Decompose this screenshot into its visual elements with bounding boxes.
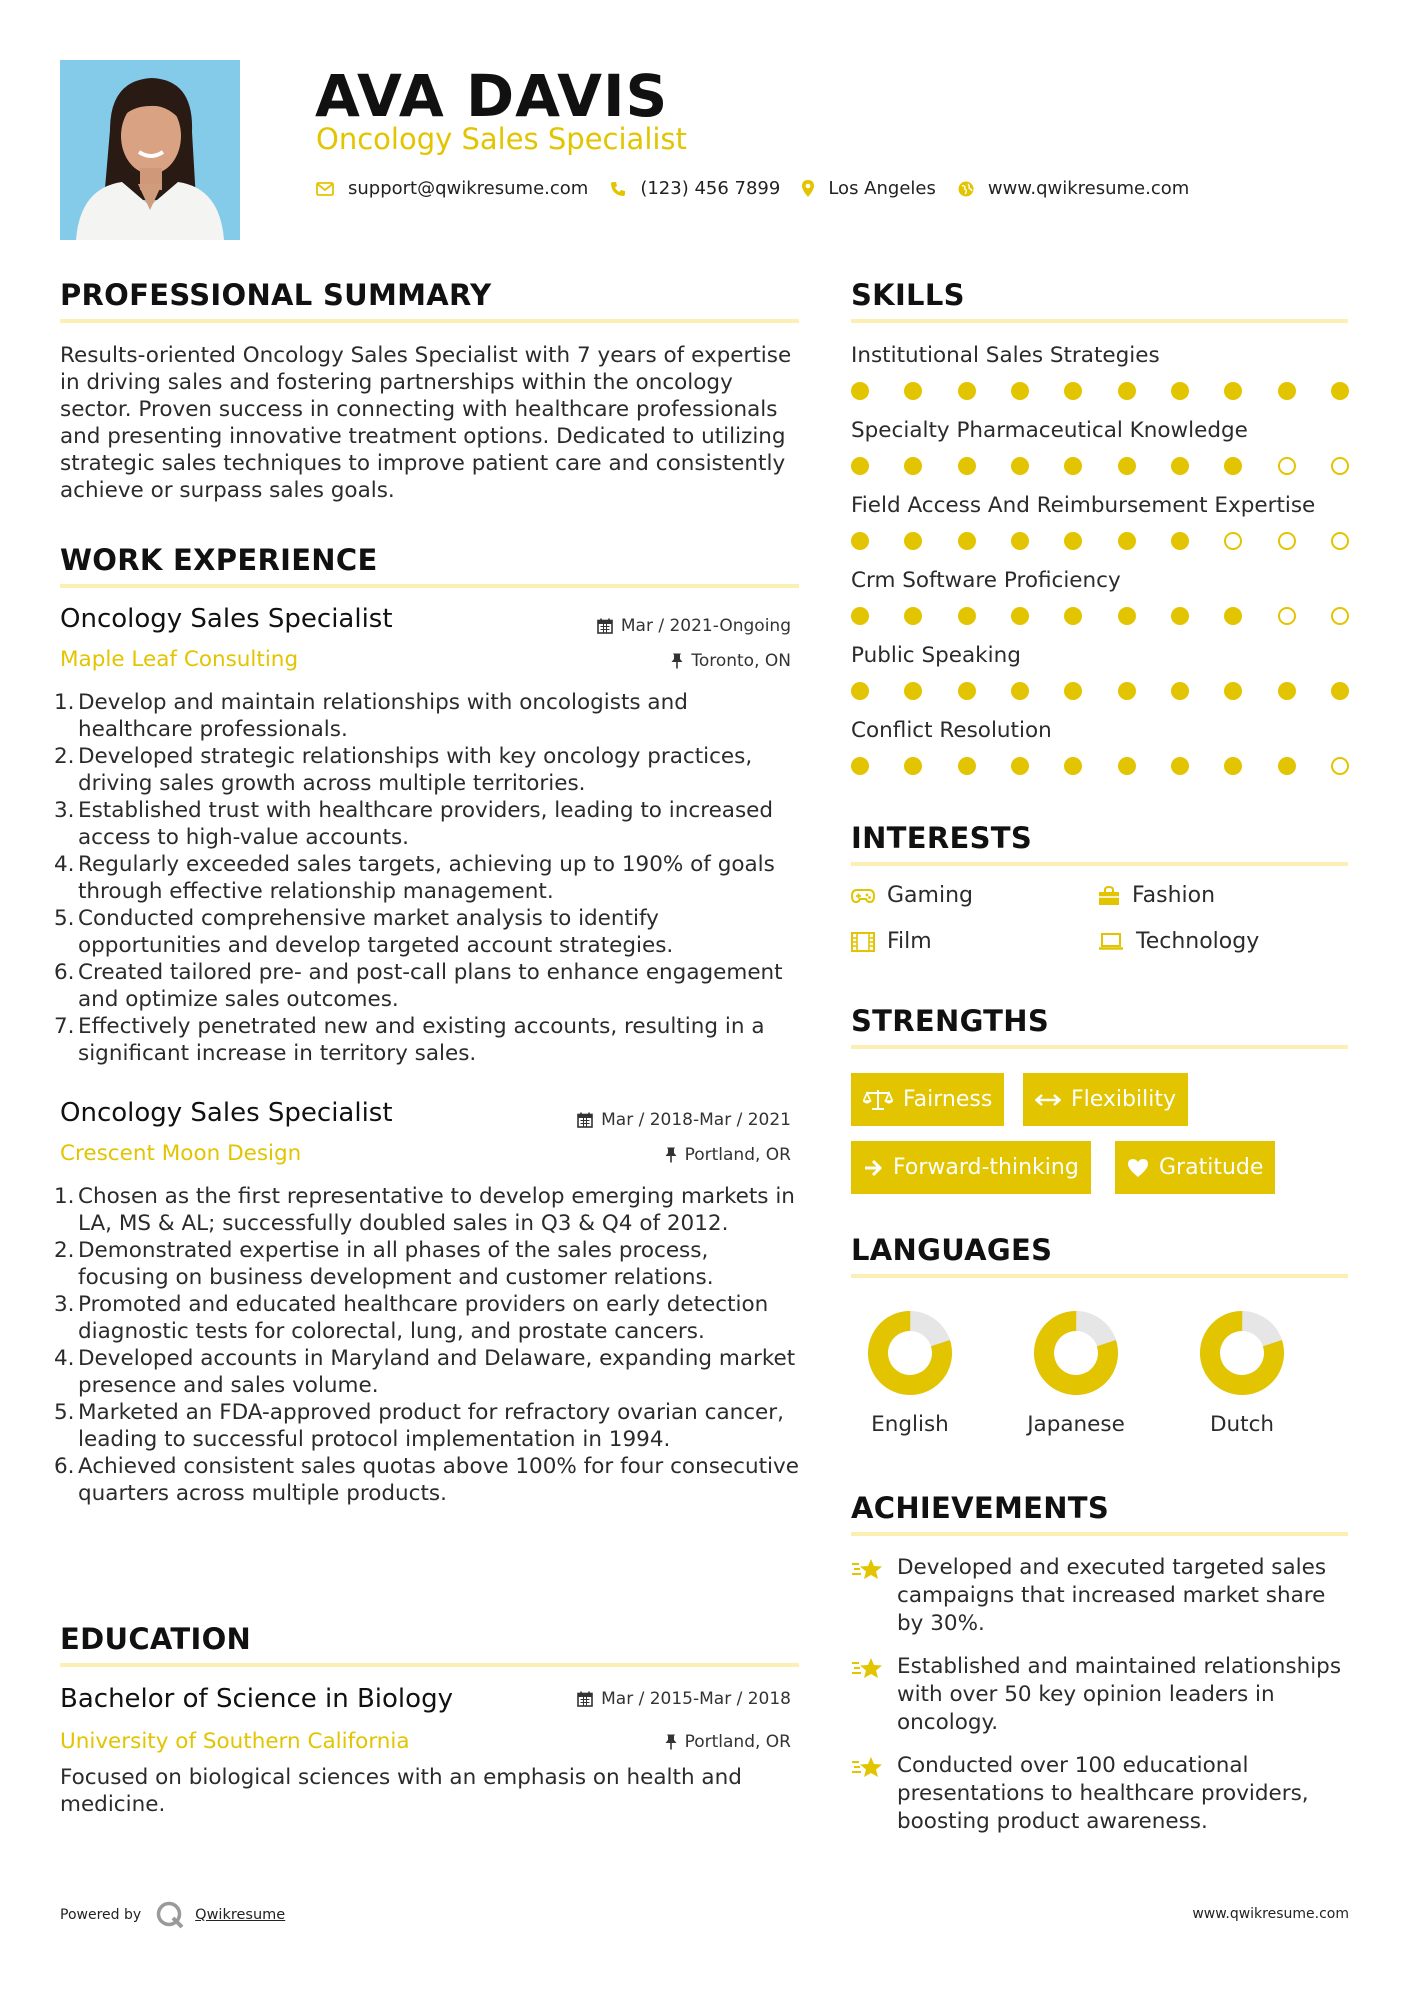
skill-rating [851,382,1351,402]
skill-dot-empty [1331,532,1349,550]
skill-dot-filled [904,382,922,400]
interest-item [1098,883,1215,908]
profile-photo [60,60,240,240]
language-item [1006,1308,1146,1437]
language-item [1172,1308,1312,1437]
skill-rating [851,682,1351,702]
skill-dot-filled [1171,682,1189,700]
interests-divider [851,862,1348,866]
brand-link[interactable]: Qwikresume [195,1907,286,1923]
skill-rating [851,532,1351,552]
achievement-item [851,1653,1356,1737]
skill-name: Institutional Sales Strategies [851,343,1160,368]
strength-label: Gratitude [1159,1155,1264,1180]
skill-dot-filled [1011,757,1029,775]
list-item: 6. Created tailored pre- and post-call plans to enhance engagement and optimize sales outcomes. [54,960,783,1012]
skill-dot-filled [1011,682,1029,700]
arrows-horizontal-icon [1035,1093,1061,1107]
interest-item [851,883,973,908]
skill-dot-filled [1171,457,1189,475]
skill-dot-filled [1331,682,1349,700]
contact-email[interactable] [316,178,588,199]
skills-heading: SKILLS [851,278,965,312]
calendar-icon [577,1691,593,1707]
skill-dot-filled [904,457,922,475]
job-dates-text: Mar / 2021-Ongoing [620,616,791,636]
language-name: Dutch [1209,1412,1275,1437]
skill-dot-filled [904,682,922,700]
experience-heading: WORK EXPERIENCE [60,543,378,577]
skill-dot-filled [1171,382,1189,400]
skill-dot-filled [958,532,976,550]
skill-dot-empty [1278,607,1296,625]
strength-label: Forward-thinking [893,1155,1079,1180]
skill-dot-filled [851,682,869,700]
skill-dot-filled [1118,382,1136,400]
star-award-icon [851,1556,885,1584]
skill-dot-empty [1331,607,1349,625]
achievement-text: Conducted over 100 educational presentations to healthcare providers, boosting product awareness. [897,1753,1309,1834]
job-dates [577,1110,791,1130]
achievement-text: Established and maintained relationships with over 50 key opinion leaders in oncology. [897,1654,1342,1735]
company-name: Maple Leaf Consulting [60,647,299,672]
skill-dot-filled [1011,457,1029,475]
calendar-icon [577,1112,593,1128]
contact-location-text: Los Angeles [828,178,936,199]
list-item: 1. Develop and maintain relationships with oncologists and healthcare professionals. [54,690,688,742]
skill-dot-filled [904,532,922,550]
skill-dot-empty [1331,757,1349,775]
job-location [665,1145,791,1165]
languages-divider [851,1274,1348,1278]
interest-item [851,929,932,954]
job-location-text: Toronto, ON [691,651,791,671]
summary-heading: PROFESSIONAL SUMMARY [60,278,492,312]
education-location [665,1732,791,1752]
pushpin-icon [665,1734,677,1750]
skill-dot-filled [1118,682,1136,700]
degree-title: Bachelor of Science in Biology [60,1684,453,1714]
skill-dot-filled [958,457,976,475]
skill-dot-filled [1064,757,1082,775]
education-divider [60,1663,799,1667]
strength-tag [851,1141,1091,1194]
skill-dot-filled [851,607,869,625]
skill-dot-filled [958,607,976,625]
education-heading: EDUCATION [60,1622,252,1656]
skill-dot-filled [904,757,922,775]
skill-rating [851,457,1351,477]
list-item: 1. Chosen as the first representative to develop emerging markets in LA, MS & AL; successfully doubled sales in Q3 & Q4 of 2012. [54,1184,795,1236]
job-location-text: Portland, OR [684,1145,791,1165]
education-description: Focused on biological sciences with an emphasis on health and medicine. [60,1765,742,1817]
phone-icon [610,181,626,197]
skill-dot-filled [1118,532,1136,550]
avatar-portrait-icon [60,60,240,240]
strengths-divider [851,1045,1348,1049]
bag-icon [1098,886,1120,906]
contact-phone[interactable] [610,178,780,199]
job-dates [597,616,791,636]
strength-tag [1023,1073,1188,1126]
list-item: 2. Developed strategic relationships with key oncology practices, driving sales growth across multiple territories. [54,744,753,796]
language-item [840,1308,980,1437]
skill-dot-filled [851,382,869,400]
achievements-divider [851,1532,1348,1536]
arrow-right-icon [863,1159,883,1177]
skill-dot-filled [1118,607,1136,625]
skill-dot-filled [1171,532,1189,550]
envelope-icon [316,182,334,196]
skill-dot-filled [1118,457,1136,475]
job-dates-text: Mar / 2018-Mar / 2021 [601,1110,791,1130]
skill-dot-filled [958,682,976,700]
achievements-heading: ACHIEVEMENTS [851,1491,1110,1525]
skill-name: Public Speaking [851,643,1021,668]
education-dates-text: Mar / 2015-Mar / 2018 [601,1689,791,1709]
skill-dot-filled [851,757,869,775]
skill-dot-filled [1224,757,1242,775]
job-title: Oncology Sales Specialist [60,604,393,634]
candidate-role: Oncology Sales Specialist [316,122,687,156]
strengths-heading: STRENGTHS [851,1004,1050,1038]
skill-dot-filled [1224,457,1242,475]
summary-text: Results-oriented Oncology Sales Specialist with 7 years of expertise in driving sales and fostering partnerships within the oncology sector. Proven success in connecting with healthcare professionals and presenting innovative treatment options. Dedicated to utilizing strategic sales techniques to improve patient care and consistently achieve or surpass sales goals. [60,343,792,503]
job-bullets [54,1183,799,1507]
pushpin-icon [671,653,683,669]
skill-dot-filled [851,457,869,475]
list-item: 3. Promoted and educated healthcare providers on early detection diagnostic tests for colorectal, lung, and prostate cancers. [54,1292,769,1344]
skill-dot-filled [1278,757,1296,775]
skill-dot-filled [1011,382,1029,400]
skill-dot-filled [1331,382,1349,400]
skill-dot-filled [1064,382,1082,400]
skill-name: Crm Software Proficiency [851,568,1121,593]
contact-website[interactable] [958,178,1189,199]
contact-website-text: www.qwikresume.com [987,178,1190,199]
skill-rating [851,607,1351,627]
skill-dot-filled [958,382,976,400]
list-item: 4. Developed accounts in Maryland and Delaware, expanding market presence and sales volume. [54,1346,796,1398]
skill-name: Conflict Resolution [851,718,1052,743]
interest-label: Technology [1136,929,1260,954]
skill-name: Field Access And Reimbursement Expertise [851,493,1316,518]
strength-tag [851,1073,1004,1126]
map-pin-icon [802,180,814,197]
list-item: 5. Marketed an FDA-approved product for refractory ovarian cancer, leading to successful protocol implementation in 1994. [54,1400,784,1452]
job-bullets [54,689,799,1067]
heart-icon [1127,1158,1149,1178]
school-name: University of Southern California [60,1729,410,1754]
powered-by-label: Powered by [60,1907,142,1923]
skill-dot-filled [1011,607,1029,625]
list-item: 4. Regularly exceeded sales targets, achieving up to 190% of goals through effective relationship management. [54,852,775,904]
skill-dot-empty [1278,457,1296,475]
star-award-icon [851,1655,885,1683]
skill-dot-filled [1224,382,1242,400]
skill-dot-filled [1064,457,1082,475]
skill-dot-filled [1171,757,1189,775]
scale-icon [863,1089,893,1111]
experience-divider [60,584,799,588]
summary-divider [60,319,799,323]
interest-label: Gaming [887,883,973,908]
skill-dot-filled [904,607,922,625]
language-ring [865,1308,955,1398]
skill-dot-empty [1278,532,1296,550]
skills-divider [851,319,1348,323]
skill-name: Specialty Pharmaceutical Knowledge [851,418,1248,443]
skill-dot-filled [1118,757,1136,775]
skill-dot-filled [1064,532,1082,550]
interest-item [1098,929,1259,954]
company-name: Crescent Moon Design [60,1141,302,1166]
qwikresume-logo-icon [155,1900,185,1930]
achievement-item [851,1554,1356,1638]
laptop-icon [1098,933,1124,951]
skill-dot-filled [1011,532,1029,550]
skill-dot-filled [1064,682,1082,700]
skill-dot-filled [1171,607,1189,625]
calendar-icon [597,618,613,634]
languages-heading: LANGUAGES [851,1233,1053,1267]
list-item: 7. Effectively penetrated new and existing accounts, resulting in a significant increase in territory sales. [54,1014,765,1066]
candidate-name: AVA DAVIS [315,62,669,130]
skill-dot-filled [1278,382,1296,400]
contact-phone-text: (123) 456 7899 [640,178,781,199]
education-dates [577,1689,791,1709]
job-title: Oncology Sales Specialist [60,1098,393,1128]
star-award-icon [851,1754,885,1782]
skill-dot-filled [1064,607,1082,625]
contact-bar [316,178,1211,199]
list-item: 5. Conducted comprehensive market analysis to identify opportunities and develop targeted account strategies. [54,906,674,958]
interest-label: Fashion [1132,883,1216,908]
achievement-item [851,1752,1356,1836]
skill-dot-filled [851,532,869,550]
skill-dot-filled [1278,682,1296,700]
skill-dot-filled [958,757,976,775]
language-ring [1197,1308,1287,1398]
film-icon [851,932,875,952]
language-ring [1031,1308,1121,1398]
strength-tag [1115,1141,1275,1194]
footer-website[interactable]: www.qwikresume.com [1192,1906,1349,1922]
education-location-text: Portland, OR [684,1732,791,1752]
contact-location [802,178,936,199]
skill-dot-filled [1224,682,1242,700]
achievement-text: Developed and executed targeted sales campaigns that increased market share by 30%. [897,1555,1327,1636]
skill-rating [851,757,1351,777]
skill-dot-empty [1224,532,1242,550]
list-item: 6. Achieved consistent sales quotas above 100% for four consecutive quarters across multiple products. [54,1454,799,1506]
interests-heading: INTERESTS [851,821,1033,855]
job-location [671,651,791,671]
list-item: 3. Established trust with healthcare providers, leading to increased access to high-value accounts. [54,798,774,850]
list-item: 2. Demonstrated expertise in all phases of the sales process, focusing on business development and customer relations. [54,1238,714,1290]
pushpin-icon [665,1147,677,1163]
footer-branding [60,1900,285,1930]
skill-dot-empty [1331,457,1349,475]
strength-label: Flexibility [1071,1087,1176,1112]
contact-email-text: support@qwikresume.com [348,178,589,199]
skill-dot-filled [1224,607,1242,625]
strength-label: Fairness [903,1087,993,1112]
language-name: Japanese [1027,1412,1125,1437]
interest-label: Film [887,929,932,954]
gamepad-icon [851,888,875,904]
language-name: English [871,1412,949,1437]
globe-icon [958,181,974,197]
